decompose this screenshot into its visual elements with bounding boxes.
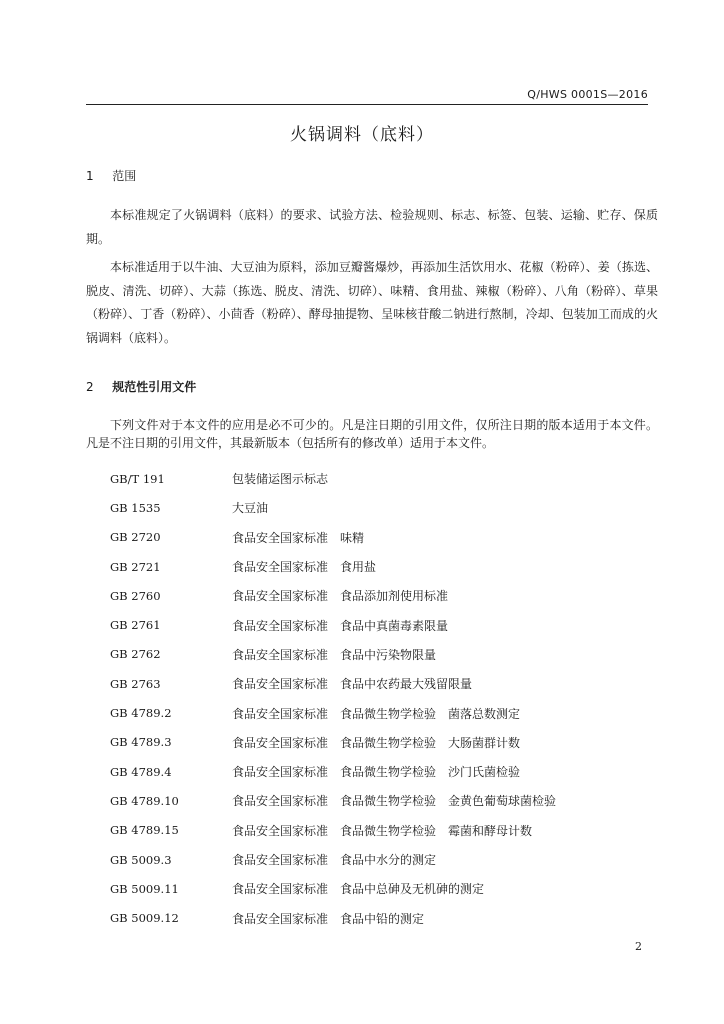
reference-row	[110, 640, 650, 669]
reference-code: GB 2721	[110, 559, 161, 574]
reference-row	[110, 786, 650, 815]
section-1-paragraph-2: 本标准适用于以牛油、大豆油为原料，添加豆瓣酱爆炒，再添加生活饮用水、花椒（粉碎）、姜（拣选、脱皮、清洗、切碎）、大蒜（拣选、脱皮、清洗、切碎）、味精、食用盐、辣椒（粉碎）、八角（粉碎）、草果（粉碎）、丁香（粉碎）、小茴香（粉碎）、酵母抽提物、呈味核苷酸二钠进行熬制，冷却、包装加工而成的火锅调料（底料）。	[86, 260, 658, 345]
reference-title: 食品安全国家标准 食品中农药最大残留限量	[232, 677, 473, 692]
reference-code: GB 2720	[110, 530, 161, 545]
reference-title: 食品安全国家标准 食品微生物学检验 霉菌和酵母计数	[232, 823, 533, 838]
reference-title: 食品安全国家标准 食品中污染物限量	[232, 647, 437, 662]
reference-row	[110, 610, 650, 639]
section-1-number: 1	[86, 169, 94, 183]
reference-code: GB 5009.11	[110, 881, 179, 896]
reference-code: GB 1535	[110, 500, 161, 515]
document-code: Q/HWS 0001S—2016	[527, 88, 648, 101]
reference-code: GB 4789.3	[110, 735, 172, 750]
reference-title: 食品安全国家标准 食品中水分的测定	[232, 853, 437, 867]
reference-title: 大豆油	[232, 501, 269, 516]
page-number: 2	[635, 940, 642, 953]
reference-code: GB 4789.10	[110, 793, 179, 808]
reference-row	[110, 816, 650, 845]
section-2-heading	[86, 378, 196, 395]
reference-title: 食品安全国家标准 食品中总砷及无机砷的测定	[232, 882, 485, 897]
reference-code: GB 4789.2	[110, 706, 172, 721]
reference-title: 食品安全国家标准 食品微生物学检验 大肠菌群计数	[232, 735, 521, 750]
header-rule	[86, 104, 648, 105]
reference-title: 食品安全国家标准 味精	[232, 530, 365, 545]
reference-code: GB/T 191	[110, 471, 165, 486]
reference-row	[110, 464, 650, 493]
reference-row	[110, 523, 650, 552]
reference-code: GB 2762	[110, 647, 161, 662]
reference-title: 食品安全国家标准 食品中铅的测定	[232, 911, 425, 926]
reference-row	[110, 698, 650, 727]
section-1-title: 范围	[112, 169, 137, 183]
reference-title: 食品安全国家标准 食品中真菌毒素限量	[232, 618, 449, 633]
normative-reference-list	[110, 464, 650, 933]
reference-title: 食品安全国家标准 食品微生物学检验 金黄色葡萄球菌检验	[232, 794, 557, 809]
section-2-paragraph-1: 下列文件对于本文件的应用是必不可少的。凡是注日期的引用文件，仅所注日期的版本适用于本文件。凡是不注日期的引用文件，其最新版本（包括所有的修改单）适用于本文件。	[86, 418, 658, 450]
reference-title: 包装储运图示标志	[232, 472, 329, 487]
reference-code: GB 2761	[110, 618, 161, 633]
reference-title: 食品安全国家标准 食品微生物学检验 菌落总数测定	[232, 706, 521, 721]
reference-code: GB 4789.15	[110, 823, 179, 838]
reference-row	[110, 874, 650, 903]
reference-row	[110, 581, 650, 610]
section-1-paragraph-1: 本标准规定了火锅调料（底料）的要求、试验方法、检验规则、标志、标签、包装、运输、贮存、保质期。	[86, 208, 658, 246]
section-2-title: 规范性引用文件	[112, 380, 197, 394]
section-2-number: 2	[86, 380, 94, 394]
reference-row	[110, 493, 650, 522]
reference-code: GB 2760	[110, 588, 161, 603]
reference-title: 食品安全国家标准 食用盐	[232, 560, 377, 575]
reference-code: GB 5009.3	[110, 852, 172, 867]
reference-title: 食品安全国家标准 食品添加剂使用标准	[232, 589, 449, 604]
reference-code: GB 4789.4	[110, 764, 172, 779]
reference-row	[110, 903, 650, 932]
reference-code: GB 5009.12	[110, 911, 179, 926]
reference-title: 食品安全国家标准 食品微生物学检验 沙门氏菌检验	[232, 765, 521, 780]
reference-row	[110, 669, 650, 698]
document-title: 火锅调料（底料）	[290, 125, 434, 145]
section-1-heading	[86, 167, 136, 184]
reference-row	[110, 552, 650, 581]
reference-code: GB 2763	[110, 676, 161, 691]
reference-row	[110, 728, 650, 757]
reference-row	[110, 845, 650, 874]
reference-row	[110, 757, 650, 786]
